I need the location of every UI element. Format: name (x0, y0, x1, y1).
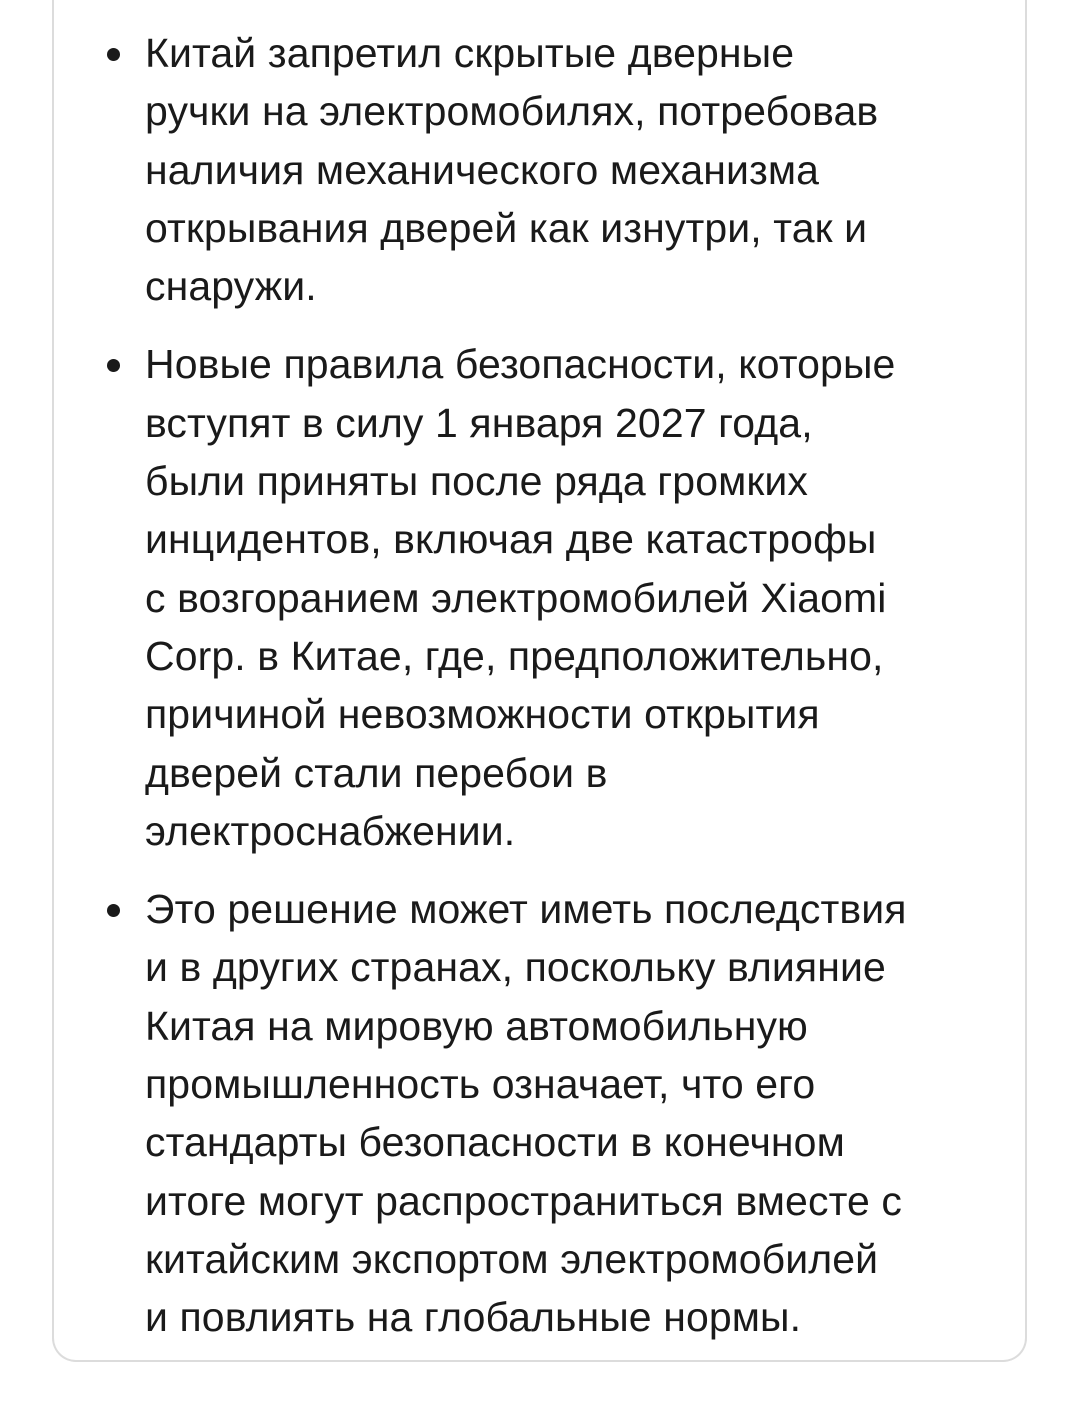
bullet-text (145, 880, 1005, 1346)
bullet-item-1 (145, 24, 1005, 315)
text-line: Это решение может иметь последствия (145, 886, 907, 933)
text-line: итоге могут распространиться вместе с (145, 1177, 902, 1224)
text-line: с возгоранием электромобилей Xiaomi (145, 574, 887, 621)
text-line: китайским экспортом электромобилей (145, 1235, 879, 1282)
text-line: открывания дверей как изнутри, так и (145, 204, 868, 251)
text-line: снаружи. (145, 263, 317, 310)
text-line: Новые правила безопасности, которые (145, 341, 896, 388)
bullet-item-2 (145, 335, 1005, 860)
bullet-text (145, 24, 1005, 315)
text-line: стандарты безопасности в конечном (145, 1119, 845, 1166)
bullet-text (145, 335, 1005, 860)
text-line: и в других странах, поскольку влияние (145, 944, 886, 991)
text-line: ручки на электромобилях, потребовав (145, 88, 879, 135)
text-line: Corp. в Китае, где, предположительно, (145, 632, 884, 679)
summary-bullet-list (145, 24, 1005, 1367)
text-line: Китай запретил скрытые дверные (145, 30, 795, 76)
text-line: были приняты после ряда громких (145, 458, 809, 505)
bullet-item-3 (145, 880, 1005, 1346)
bullet-dot-icon (107, 48, 120, 61)
text-line: дверей стали перебои в (145, 749, 608, 796)
text-line: электроснабжении. (145, 807, 516, 854)
text-line: инцидентов, включая две катастрофы (145, 516, 877, 563)
text-line: промышленность означает, что его (145, 1061, 816, 1108)
text-line: причиной невозможности открытия (145, 691, 820, 738)
text-line: и повлиять на глобальные нормы. (145, 1294, 802, 1341)
text-line: наличия механического механизма (145, 146, 820, 193)
text-line: вступят в силу 1 января 2027 года, (145, 399, 813, 446)
text-line: Китая на мировую автомобильную (145, 1002, 808, 1049)
